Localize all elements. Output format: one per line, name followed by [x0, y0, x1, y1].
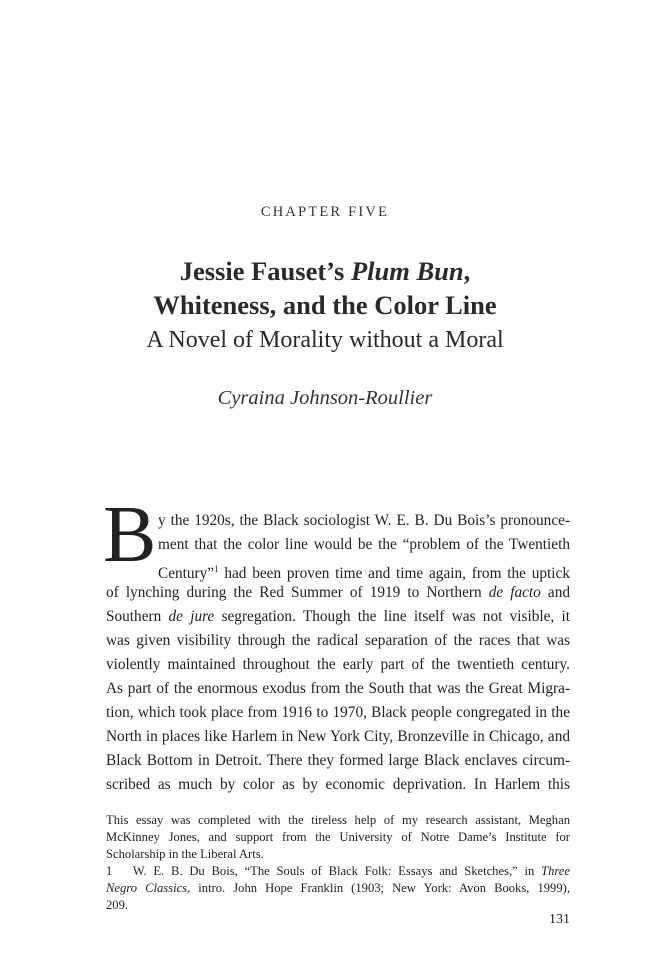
footnote-ref[interactable]: 1: [214, 564, 219, 574]
title-punct: ,: [463, 256, 471, 286]
chapter-title-line-2: Whiteness, and the Color Line: [153, 290, 497, 320]
footnote-text: W. E. B. Du Bois, “The Souls of Black Folk: Essays and Sketches,” in: [132, 864, 542, 878]
body-line: was given visibility through the radical separation of the races that was: [106, 632, 570, 649]
body-text: had been proven time and time again, from the uptick: [218, 565, 570, 582]
body-line: ment that the color line would be the “problem of the Twentieth: [158, 536, 570, 553]
chapter-label: CHAPTER FIVE: [260, 204, 390, 220]
footnote-1-end: 209.: [106, 898, 129, 912]
chapter-title-line-1: [0, 253, 650, 289]
footnote-text: , intro. John Hope Franklin (1903; New York: Avon Books, 1999),: [187, 881, 570, 895]
body-line: As part of the enormous exodus from the South that was the Great Migra-: [106, 680, 570, 697]
body-text: segregation. Though the line itself was not visible, it: [214, 608, 570, 625]
body-text: Southern: [106, 608, 169, 625]
footnote-1-cont: [106, 880, 570, 896]
footnote-italic: Negro Classics: [106, 881, 188, 895]
body-text: Century”: [158, 565, 215, 582]
body-line: [158, 559, 570, 584]
body-line: Black Bottom in Detroit. There they formed large Black enclaves circum-: [106, 752, 570, 769]
title-italic-text: Plum Bun: [350, 256, 464, 286]
body-line: [106, 583, 570, 603]
page-number: 131: [549, 912, 570, 927]
body-italic: de jure: [168, 608, 215, 625]
body-line: tion, which took place from 1916 to 1970, Black people congregated in the: [106, 704, 570, 721]
acknowledgment-note: McKinney Jones, and support from the University of Notre Dame’s Institute for: [106, 830, 570, 844]
footnote-italic: Three: [541, 864, 570, 878]
chapter-subtitle: A Novel of Morality without a Moral: [146, 327, 504, 353]
acknowledgment-note: Scholarship in the Liberal Arts.: [106, 847, 264, 861]
title-text: Jessie Fauset’s: [179, 256, 351, 286]
footnote-number: 1: [106, 864, 113, 878]
author-name: Cyraina Johnson-Roullier: [217, 387, 433, 409]
body-line: scribed as much by color as by economic deprivation. In Harlem this: [106, 776, 570, 793]
body-line: North in places like Harlem in New York City, Bronzeville in Chicago, and: [106, 728, 570, 745]
body-italic: de facto: [488, 584, 541, 601]
body-text: and: [540, 584, 571, 601]
body-line: violently maintained throughout the early part of the twentieth century.: [106, 656, 570, 673]
body-line: y the 1920s, the Black sociologist W. E. B. Du Bois’s pronounce-: [158, 512, 570, 529]
acknowledgment-note: This essay was completed with the tireless help of my research assistant, Meghan: [106, 813, 570, 827]
body-line: [106, 607, 570, 627]
body-text: of lynching during the Red Summer of 1919 to Northern: [106, 584, 489, 601]
footnote-1: [106, 863, 570, 879]
drop-cap: B: [103, 491, 157, 579]
